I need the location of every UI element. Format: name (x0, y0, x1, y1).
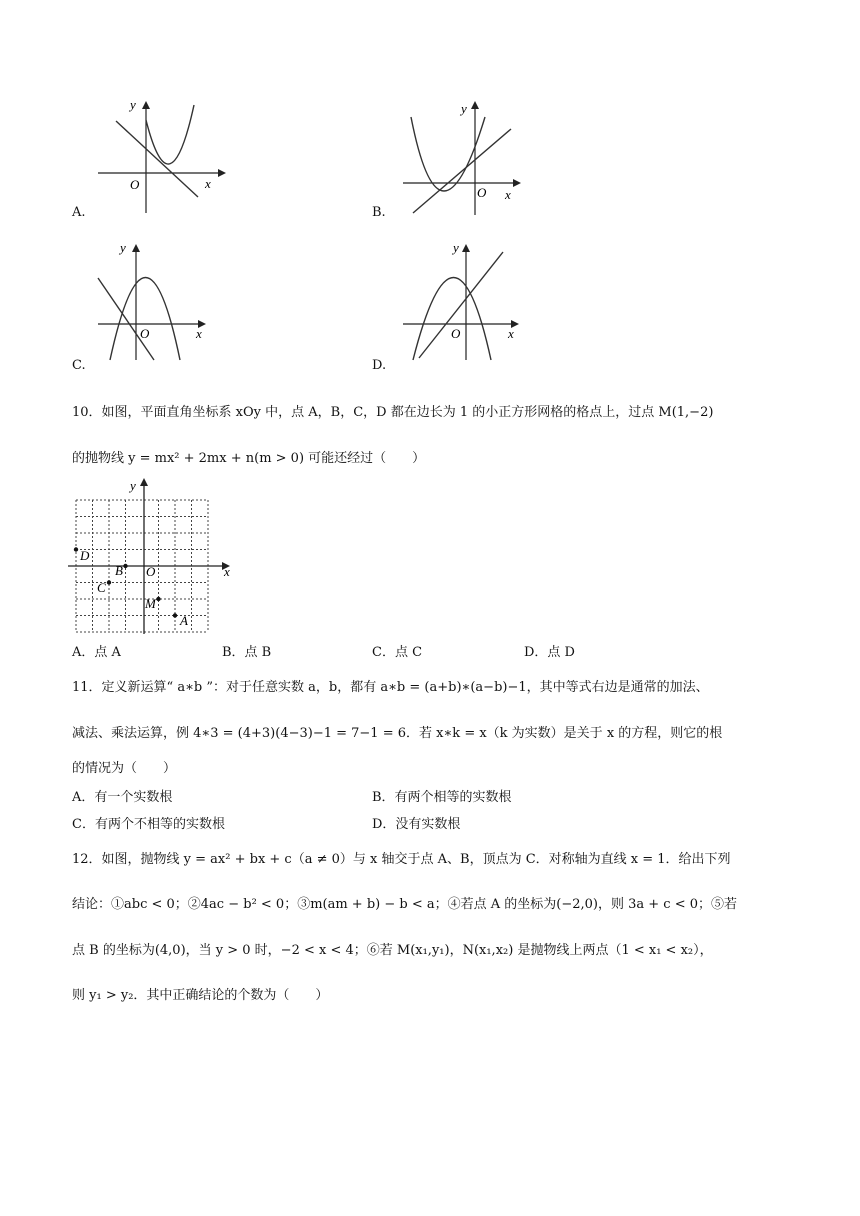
axis-x-label: x (205, 176, 211, 191)
axis-x-label: x (508, 326, 514, 341)
grid-a-label: A (180, 613, 188, 628)
y-axis-arrow (471, 101, 479, 109)
q12-line-3: 点 B 的坐标为(4,0)，当 y > 0 时，−2 < x < 4；⑥若 M(x₁,y₁)，N(x₁,x₂) 是抛物线上两点（1 < x₁ < x₂）， (72, 943, 713, 958)
graph-option-b (395, 95, 530, 220)
axis-x-label: x (196, 326, 202, 341)
y-axis-arrow (140, 478, 148, 486)
line (116, 121, 198, 197)
option-d-label: D. (372, 358, 387, 373)
q10-option-c: C．点 C (372, 645, 423, 660)
q10-line-2: 的抛物线 y = mx² + 2mx + n(m > 0) 可能还经过（ ） (72, 451, 426, 466)
graph-option-a (90, 95, 230, 220)
q10-line-1: 10．如图，平面直角坐标系 xOy 中，点 A，B，C，D 都在边长为 1 的小正方形网格的格点上，过点 M(1,−2) (72, 405, 714, 420)
q11-line-2: 减法、乘法运算，例 4∗3 = (4+3)(4−3)−1 = 7−1 = 6．若 x∗k = x（k 为实数）是关于 x 的方程，则它的根 (72, 726, 723, 741)
point-c (107, 580, 111, 584)
origin-label: O (477, 185, 487, 200)
option-b-label: B. (372, 205, 386, 220)
line (413, 129, 511, 213)
graph-option-d (395, 240, 530, 365)
grid-b-label: B (115, 563, 123, 578)
grid-x-label: x (224, 564, 230, 579)
axis-y-label: y (120, 240, 126, 255)
q12-line-2: 结论：①abc < 0；②4ac − b² < 0；③m(am + b) − b < a；④若点 A 的坐标为(−2,0)，则 3a + c < 0；⑤若 (72, 897, 737, 912)
origin-label: O (451, 326, 461, 341)
axis-y-label: y (461, 101, 467, 116)
q10-option-a: A．点 A (72, 645, 121, 660)
line (419, 252, 503, 358)
q10-option-b: B．点 B (222, 645, 272, 660)
q10-grid-figure (62, 478, 242, 638)
axis-y-label: y (453, 240, 459, 255)
parabola (413, 278, 491, 361)
grid-y-label: y (130, 478, 136, 493)
line (98, 278, 154, 360)
origin-label: O (140, 326, 150, 341)
point-a (173, 613, 177, 617)
q11-option-a: A．有一个实数根 (72, 790, 173, 805)
q11-option-d: D．没有实数根 (372, 817, 461, 832)
q12-line-1: 12．如图，抛物线 y = ax² + bx + c（a ≠ 0）与 x 轴交于点 A、B，顶点为 C．对称轴为直线 x = 1．给出下列 (72, 852, 731, 867)
origin-label: O (130, 177, 140, 192)
q11-option-c: C．有两个不相等的实数根 (72, 817, 225, 832)
graph-option-c (90, 240, 220, 365)
x-axis-arrow (218, 169, 226, 177)
q11-option-b: B．有两个相等的实数根 (372, 790, 512, 805)
q10-option-d: D．点 D (524, 645, 575, 660)
option-a-label: A. (72, 205, 86, 220)
parabola (411, 117, 485, 191)
point-d (74, 547, 78, 551)
grid-origin-label: O (146, 564, 156, 579)
q11-line-1: 11．定义新运算“ a∗b ”：对于任意实数 a，b，都有 a∗b = (a+b)∗(a−b)−1，其中等式右边是通常的加法、 (72, 680, 709, 695)
q12-line-4: 则 y₁ > y₂．其中正确结论的个数为（ ） (72, 988, 329, 1003)
y-axis-arrow (142, 101, 150, 109)
q11-line-3: 的情况为（ ） (72, 761, 177, 776)
axis-x-label: x (505, 187, 511, 202)
x-axis-arrow (513, 179, 521, 187)
point-m (156, 597, 160, 601)
grid-m-label: M (145, 596, 156, 611)
grid-d-label: D (80, 548, 90, 563)
y-axis-arrow (462, 244, 470, 252)
y-axis-arrow (132, 244, 140, 252)
option-c-label: C. (72, 358, 86, 373)
grid-c-label: C (97, 580, 106, 595)
point-b (123, 564, 127, 568)
axis-y-label: y (130, 97, 136, 112)
